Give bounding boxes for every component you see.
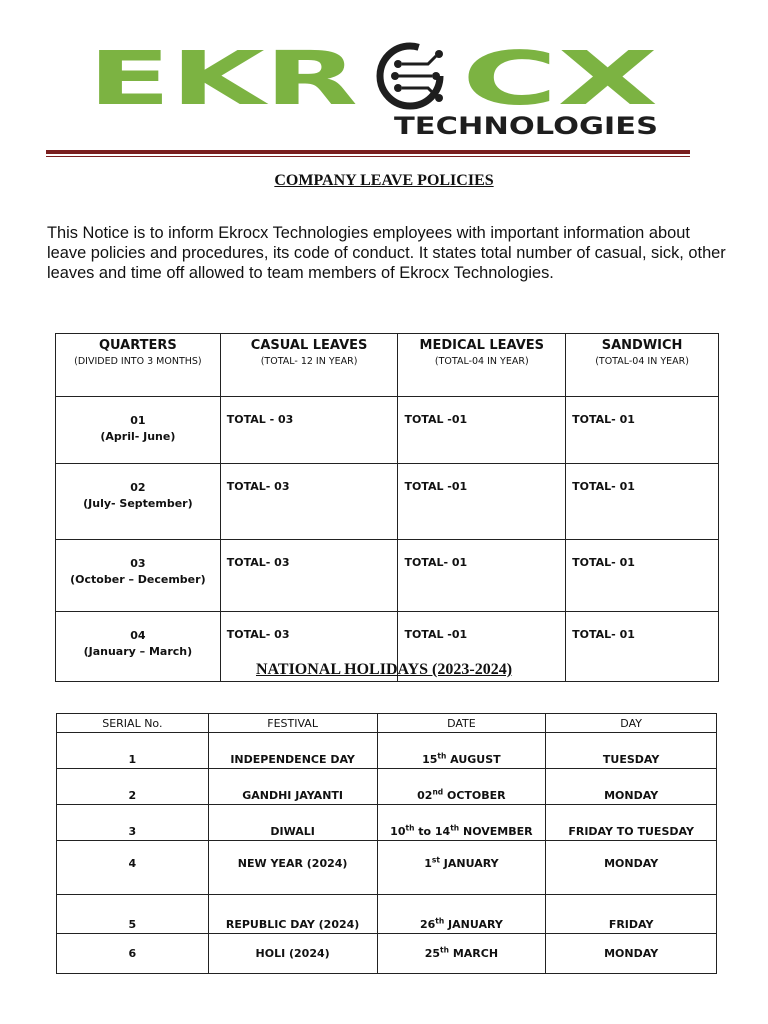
holidays-title: NATIONAL HOLIDAYS (2023-2024) <box>255 661 513 678</box>
sandwich-cell: TOTAL- 01 <box>566 540 719 612</box>
medical-cell: TOTAL- 01 <box>398 540 566 612</box>
festival-cell: DIWALI <box>208 805 377 841</box>
day-cell: FRIDAY TO TUESDAY <box>546 805 717 841</box>
medical-cell: TOTAL -01 <box>398 397 566 464</box>
table-row <box>56 397 719 464</box>
quarter-cell: 01 (April- June) <box>56 397 221 464</box>
date-cell: 10th to 14th NOVEMBER <box>377 805 546 841</box>
quarter-cell: 03 (October – December) <box>56 540 221 612</box>
header-medical-leaves: MEDICAL LEAVES (TOTAL-04 IN YEAR) <box>398 334 566 397</box>
table-header-row <box>56 334 719 397</box>
table-row <box>57 769 717 805</box>
serial-cell: 5 <box>57 895 209 934</box>
festival-cell: HOLI (2024) <box>208 934 377 974</box>
header-rule-thin <box>46 156 690 157</box>
day-cell: TUESDAY <box>546 733 717 769</box>
logo-subtitle: TECHNOLOGIES <box>394 112 658 138</box>
serial-cell: 4 <box>57 841 209 895</box>
serial-cell: 1 <box>57 733 209 769</box>
table-row <box>56 464 719 540</box>
table-row <box>57 934 717 974</box>
notice-paragraph: This Notice is to inform Ekrocx Technologies employees with important information about leave policies and procedures, its code of conduct. It states total number of casual, sick, other leaves and time off allowed to team members of Ekrocx Technologies. <box>47 224 726 282</box>
casual-cell: TOTAL- 03 <box>220 540 398 612</box>
table-row <box>56 540 719 612</box>
table-row <box>57 841 717 895</box>
casual-cell: TOTAL - 03 <box>220 397 398 464</box>
sandwich-cell: TOTAL- 01 <box>566 397 719 464</box>
day-cell: FRIDAY <box>546 895 717 934</box>
date-cell: 25th MARCH <box>377 934 546 974</box>
header-sandwich: SANDWICH (TOTAL-04 IN YEAR) <box>566 334 719 397</box>
date-cell: 02nd OCTOBER <box>377 769 546 805</box>
page-title: COMPANY LEAVE POLICIES <box>274 172 494 189</box>
date-cell: 1st JANUARY <box>377 841 546 895</box>
header-rule <box>46 150 690 154</box>
serial-cell: 3 <box>57 805 209 841</box>
day-cell: MONDAY <box>546 841 717 895</box>
quarter-cell: 04 (January – March) <box>56 612 221 682</box>
serial-cell: 2 <box>57 769 209 805</box>
header-day: DAY <box>546 714 717 733</box>
logo-word-left: EKR <box>88 42 358 122</box>
header-serial: SERIAL No. <box>57 714 209 733</box>
festival-cell: REPUBLIC DAY (2024) <box>208 895 377 934</box>
day-cell: MONDAY <box>546 934 717 974</box>
casual-cell: TOTAL- 03 <box>220 464 398 540</box>
table-row <box>57 805 717 841</box>
date-cell: 26th JANUARY <box>377 895 546 934</box>
header-quarters: QUARTERS (DIVIDED INTO 3 MONTHS) <box>56 334 221 397</box>
quarter-cell: 02 (July- September) <box>56 464 221 540</box>
logo-circuit-o <box>380 46 443 106</box>
company-logo <box>88 42 668 138</box>
festival-cell: GANDHI JAYANTI <box>208 769 377 805</box>
header-festival: FESTIVAL <box>208 714 377 733</box>
header-date: DATE <box>377 714 546 733</box>
holidays-table <box>56 713 717 974</box>
medical-cell: TOTAL -01 <box>398 464 566 540</box>
sandwich-cell: TOTAL- 01 <box>566 464 719 540</box>
table-row <box>57 733 717 769</box>
table-header-row <box>57 714 717 733</box>
leave-policy-table <box>55 333 719 682</box>
medical-cell: TOTAL -01 <box>398 612 566 682</box>
sandwich-cell: TOTAL- 01 <box>566 612 719 682</box>
date-cell: 15th AUGUST <box>377 733 546 769</box>
table-row <box>57 895 717 934</box>
festival-cell: NEW YEAR (2024) <box>208 841 377 895</box>
serial-cell: 6 <box>57 934 209 974</box>
day-cell: MONDAY <box>546 769 717 805</box>
casual-cell: TOTAL- 03 <box>220 612 398 682</box>
festival-cell: INDEPENDENCE DAY <box>208 733 377 769</box>
logo-word-right: CX <box>462 42 658 122</box>
header-casual-leaves: CASUAL LEAVES (TOTAL- 12 IN YEAR) <box>220 334 398 397</box>
